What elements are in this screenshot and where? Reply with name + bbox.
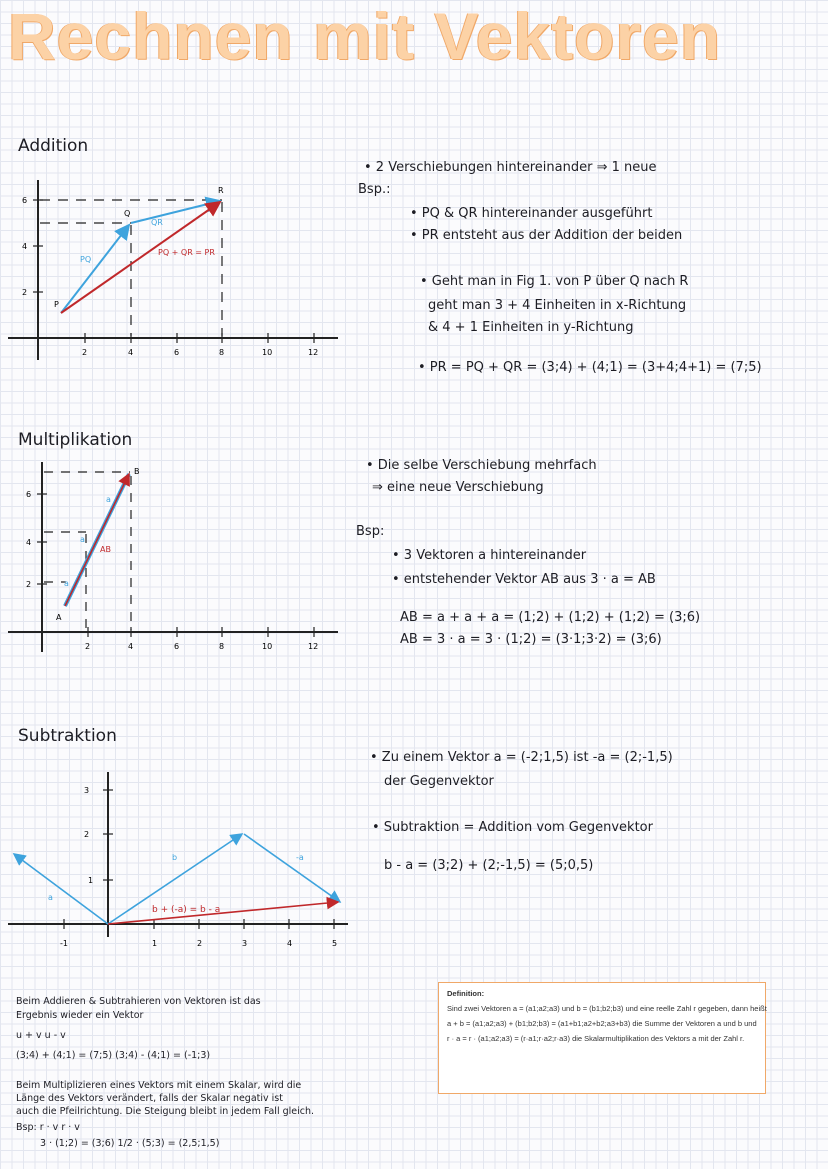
label-diff: b + (-a) = b - a: [152, 905, 221, 915]
multiplication-graph: [8, 462, 344, 658]
multiplication-line: ⇒ eine neue Verschiebung: [372, 480, 544, 495]
multiplication-line: • 3 Vektoren a hintereinander: [392, 548, 587, 563]
vector-pq: [61, 225, 129, 313]
subtraction-line: • Subtraktion = Addition vom Gegenvektor: [372, 820, 653, 835]
x-tick: 2: [197, 939, 203, 948]
bottom-note: (3;4) + (4;1) = (7;5) (3;4) - (4;1) = (-1;3): [16, 1050, 211, 1061]
definition-box: [438, 982, 766, 1094]
definition-sum-text: die Summe der Vektoren a und b und: [632, 1019, 757, 1028]
x-tick: 8: [219, 642, 225, 651]
label-b: b: [172, 853, 178, 862]
x-tick: 4: [128, 348, 134, 357]
multiplication-line: AB = 3 · a = 3 · (1;2) = (3·1;3·2) = (3;6): [400, 632, 662, 647]
vector-neg-a: [244, 834, 340, 902]
addition-line: • 2 Verschiebungen hintereinander ⇒ 1 neue: [364, 160, 657, 175]
label-pq: PQ: [80, 255, 92, 264]
x-tick: 6: [174, 348, 180, 357]
subtraction-line: der Gegenvektor: [384, 774, 494, 789]
bottom-note: Länge des Vektors verändert, falls der Skalar negativ ist: [16, 1093, 283, 1104]
bottom-note: 3 · (1;2) = (3;6) 1/2 · (5;3) = (2,5;1,5): [40, 1138, 220, 1149]
bottom-note: Beim Multiplizieren eines Vektors mit einem Skalar, wird die: [16, 1080, 302, 1091]
label-ab: AB: [100, 545, 111, 554]
y-tick: 4: [26, 538, 32, 547]
addition-line: & 4 + 1 Einheiten in y-Richtung: [428, 320, 634, 335]
subtraction-graph: [8, 772, 352, 952]
x-tick: 10: [262, 348, 273, 357]
y-tick: 6: [22, 196, 28, 205]
label-sum: PQ + QR = PR: [158, 248, 215, 257]
y-tick: 2: [26, 580, 32, 589]
multiplication-line: AB = a + a + a = (1;2) + (1;2) + (1;2) = (3;6): [400, 610, 701, 625]
y-tick: 1: [88, 876, 94, 885]
x-tick: -1: [60, 939, 68, 948]
point-r: R: [218, 186, 224, 195]
definition-heading: Definition:: [447, 989, 485, 998]
section-heading-multiplication: Multiplikation: [18, 430, 133, 450]
multiplication-line: Bsp:: [356, 524, 385, 539]
section-heading-addition: Addition: [18, 136, 89, 156]
vector-ab: [65, 474, 129, 606]
vector-a: [14, 854, 108, 924]
label-a: a: [80, 535, 85, 544]
label-neg-a: -a: [296, 853, 304, 862]
y-tick: 4: [22, 242, 28, 251]
y-tick: 2: [84, 830, 90, 839]
bottom-note: auch die Pfeilrichtung. Die Steigung bleibt in jedem Fall gleich.: [16, 1106, 315, 1117]
subtraction-line: • Zu einem Vektor a = (-2;1,5) ist -a = (2;-1,5): [370, 750, 673, 765]
x-tick: 12: [308, 642, 319, 651]
x-tick: 4: [128, 642, 134, 651]
bottom-note: Ergebnis wieder ein Vektor: [16, 1010, 144, 1021]
vector-b-minus-a: [108, 902, 338, 924]
page-title: Rechnen mit Vektoren: [8, 0, 722, 73]
y-tick: 3: [84, 786, 90, 795]
x-tick: 8: [219, 348, 225, 357]
label-qr: QR: [151, 218, 163, 227]
multiplication-line: • Die selbe Verschiebung mehrfach: [366, 458, 597, 473]
label-a: a: [106, 495, 111, 504]
point-b: B: [134, 467, 140, 476]
multiplication-line: • entstehender Vektor AB aus 3 · a = AB: [392, 572, 656, 587]
bottom-note: Beim Addieren & Subtrahieren von Vektoren ist das: [16, 996, 261, 1007]
subtraction-line: b - a = (3;2) + (2;-1,5) = (5;0,5): [384, 858, 594, 873]
definition-scalar-formula: r · a = r · (a1;a2;a3) = (r·a1;r·a2;r·a3): [447, 1034, 570, 1043]
addition-line: Bsp.:: [358, 182, 391, 197]
x-tick: 5: [332, 939, 338, 948]
x-tick: 1: [152, 939, 158, 948]
addition-line: • PR = PQ + QR = (3;4) + (4;1) = (3+4;4+1) = (7;5): [418, 360, 762, 375]
addition-graph: [8, 180, 344, 365]
bottom-note: Bsp: r · v r · v: [16, 1122, 80, 1133]
x-tick: 2: [85, 642, 91, 651]
addition-line: geht man 3 + 4 Einheiten in x-Richtung: [428, 298, 687, 313]
x-tick: 10: [262, 642, 273, 651]
addition-line: • Geht man in Fig 1. von P über Q nach R: [420, 274, 689, 289]
point-q: Q: [124, 209, 131, 218]
x-tick: 3: [242, 939, 248, 948]
x-tick: 6: [174, 642, 180, 651]
label-a: a: [64, 579, 69, 588]
section-heading-subtraction: Subtraktion: [18, 726, 117, 746]
y-tick: 6: [26, 490, 32, 499]
definition-line1: Sind zwei Vektoren a = (a1;a2;a3) und b = (b1;b2;b3) und eine reelle Zahl r gegeben, dann heißt: [447, 1004, 767, 1013]
label-a: a: [48, 893, 53, 902]
bottom-note: u + v u - v: [16, 1030, 66, 1041]
point-a: A: [56, 613, 62, 622]
x-tick: 2: [82, 348, 88, 357]
x-tick: 12: [308, 348, 319, 357]
y-tick: 2: [22, 288, 28, 297]
definition-scalar-text: die Skalarmultiplikation des Vektors a mit der Zahl r.: [572, 1034, 745, 1043]
definition-sum-formula: a + b = (a1;a2;a3) + (b1;b2;b3) = (a1+b1;a2+b2;a3+b3): [447, 1019, 631, 1028]
addition-line: • PQ & QR hintereinander ausgeführt: [410, 206, 653, 221]
addition-line: • PR entsteht aus der Addition der beiden: [410, 228, 683, 243]
x-tick: 4: [287, 939, 293, 948]
point-p: P: [54, 300, 59, 309]
